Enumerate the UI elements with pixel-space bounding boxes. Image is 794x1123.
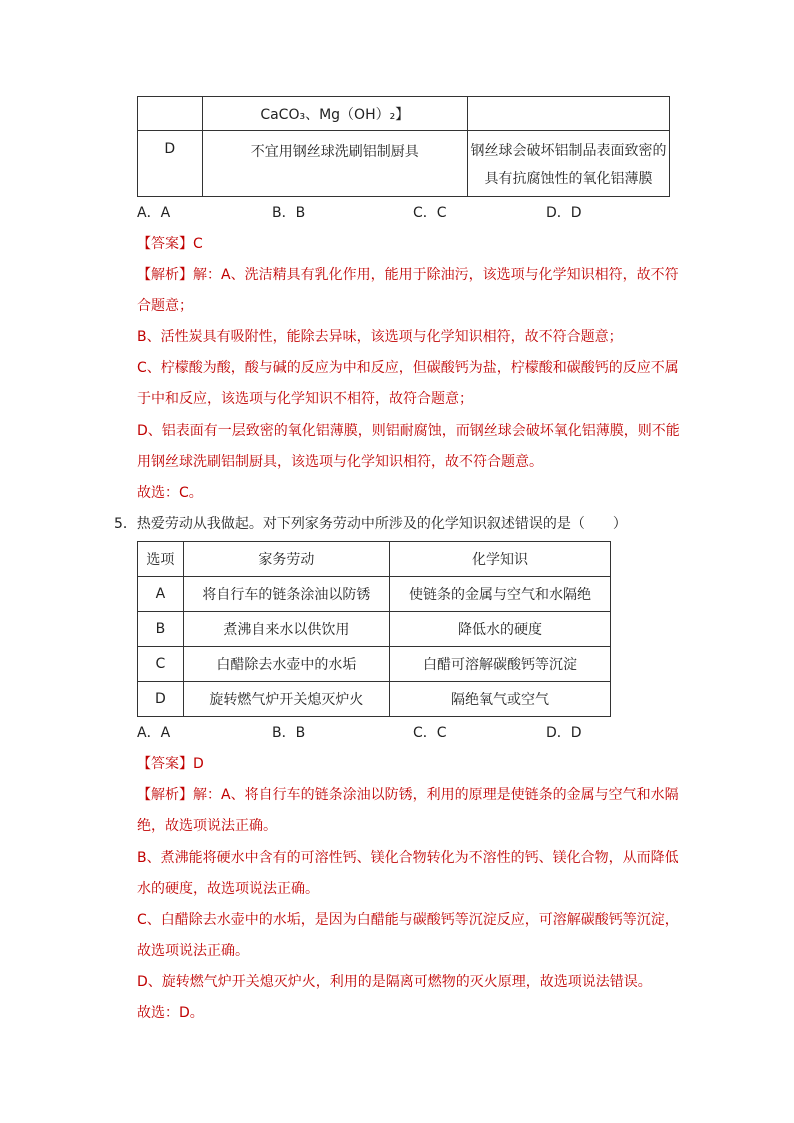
table-cell: 旋转燃气炉开关熄灭炉火 — [183, 682, 389, 717]
continued-table — [137, 96, 670, 197]
option-c: C．C — [413, 725, 447, 741]
table-cell: 隔绝氧气或空气 — [389, 682, 610, 717]
answer-value: C — [193, 236, 203, 252]
analysis-text: 解：A、将自行车的链条涂油以防锈，利用的原理是使链条的金属与空气和水隔 — [193, 787, 679, 803]
analysis-line: 绝，故选项说法正确。 — [137, 818, 277, 834]
table-cell: 白醋可溶解碳酸钙等沉淀 — [389, 647, 610, 682]
answer-label: 【答案】 — [137, 236, 193, 252]
option-b: B．B — [272, 205, 306, 221]
analysis-line: 故选项说法正确。 — [137, 943, 249, 959]
table-cell: 使链条的金属与空气和水隔绝 — [389, 577, 610, 612]
table-cell: A — [138, 577, 184, 612]
option-c: C．C — [413, 205, 447, 221]
table-cell — [138, 97, 203, 131]
table-cell — [467, 131, 669, 197]
header-cell: 家务劳动 — [183, 542, 389, 577]
analysis-line: D、旋转燃气炉开关熄灭炉火，利用的是隔离可燃物的灭火原理，故选项说法错误。 — [137, 974, 652, 990]
option-b: B．B — [272, 725, 306, 741]
analysis-line: 故选：D。 — [137, 1005, 204, 1021]
knowledge-line: 具有抗腐蚀性的氧化铝薄膜 — [484, 171, 653, 187]
header-cell: 化学知识 — [389, 542, 610, 577]
header-cell: 选项 — [138, 542, 184, 577]
analysis-line: C、白醋除去水壶中的水垢，是因为白醋能与碳酸钙等沉淀反应，可溶解碳酸钙等沉淀， — [137, 912, 679, 928]
table-cell — [202, 97, 467, 131]
analysis-line: 水的硬度，故选项说法正确。 — [137, 881, 319, 897]
analysis-line: 用钢丝球洗刷铝制厨具，该选项与化学知识相符，故不符合题意。 — [137, 454, 543, 470]
answer-line — [137, 234, 203, 254]
table-cell: C — [138, 647, 184, 682]
question-table — [137, 541, 611, 717]
answer-value: D — [193, 756, 204, 772]
analysis-label: 【解析】 — [137, 787, 193, 803]
table-cell: 降低水的硬度 — [389, 612, 610, 647]
table-row — [138, 682, 611, 717]
analysis-line: 故选：C。 — [137, 485, 203, 501]
analysis-label: 【解析】 — [137, 267, 193, 283]
analysis-text: 解：A、洗洁精具有乳化作用，能用于除油污，该选项与化学知识相符，故不符 — [193, 267, 679, 283]
option-label: D — [164, 141, 176, 157]
analysis-line — [137, 785, 679, 805]
question-text: 5．热爱劳动从我做起。对下列家务劳动中所涉及的化学知识叙述错误的是（ ） — [114, 516, 627, 532]
table-row — [138, 647, 611, 682]
table-row — [138, 577, 611, 612]
table-cell: 煮沸自来水以供饮用 — [183, 612, 389, 647]
analysis-line: B、煮沸能将硬水中含有的可溶性钙、镁化合物转化为不溶性的钙、镁化合物，从而降低 — [137, 850, 679, 866]
table-cell: 将自行车的链条涂油以防锈 — [183, 577, 389, 612]
answer-line — [137, 754, 204, 774]
knowledge-line: 钢丝球会破坏铝制品表面致密的 — [470, 143, 667, 159]
analysis-line: C、柠檬酸为酸，酸与碱的反应为中和反应，但碳酸钙为盐，柠檬酸和碳酸钙的反应不属 — [137, 360, 679, 376]
option-d: D．D — [546, 725, 582, 741]
table-cell: B — [138, 612, 184, 647]
answer-label: 【答案】 — [137, 756, 193, 772]
activity-text: 不宜用钢丝球洗刷铝制厨具 — [250, 144, 419, 160]
table-cell: D — [138, 682, 184, 717]
option-a: A．A — [137, 725, 171, 741]
table-cell — [138, 131, 203, 197]
table-row — [138, 612, 611, 647]
table-cell — [467, 97, 669, 131]
table-cell — [202, 131, 467, 197]
analysis-line: 合题意； — [137, 298, 193, 314]
analysis-line: D、铝表面有一层致密的氧化铝薄膜，则铝耐腐蚀，而钢丝球会破坏氧化铝薄膜，则不能 — [137, 423, 680, 439]
analysis-line — [137, 265, 679, 285]
chemical-formula: CaCO₃、Mg（OH）₂】 — [260, 106, 410, 123]
analysis-line: 于中和反应，该选项与化学知识不相符，故符合题意； — [137, 391, 473, 407]
table-cell: 白醋除去水壶中的水垢 — [183, 647, 389, 682]
option-a: A．A — [137, 205, 171, 221]
analysis-line: B、活性炭具有吸附性，能除去异味，该选项与化学知识相符，故不符合题意； — [137, 329, 623, 345]
option-d: D．D — [546, 205, 582, 221]
